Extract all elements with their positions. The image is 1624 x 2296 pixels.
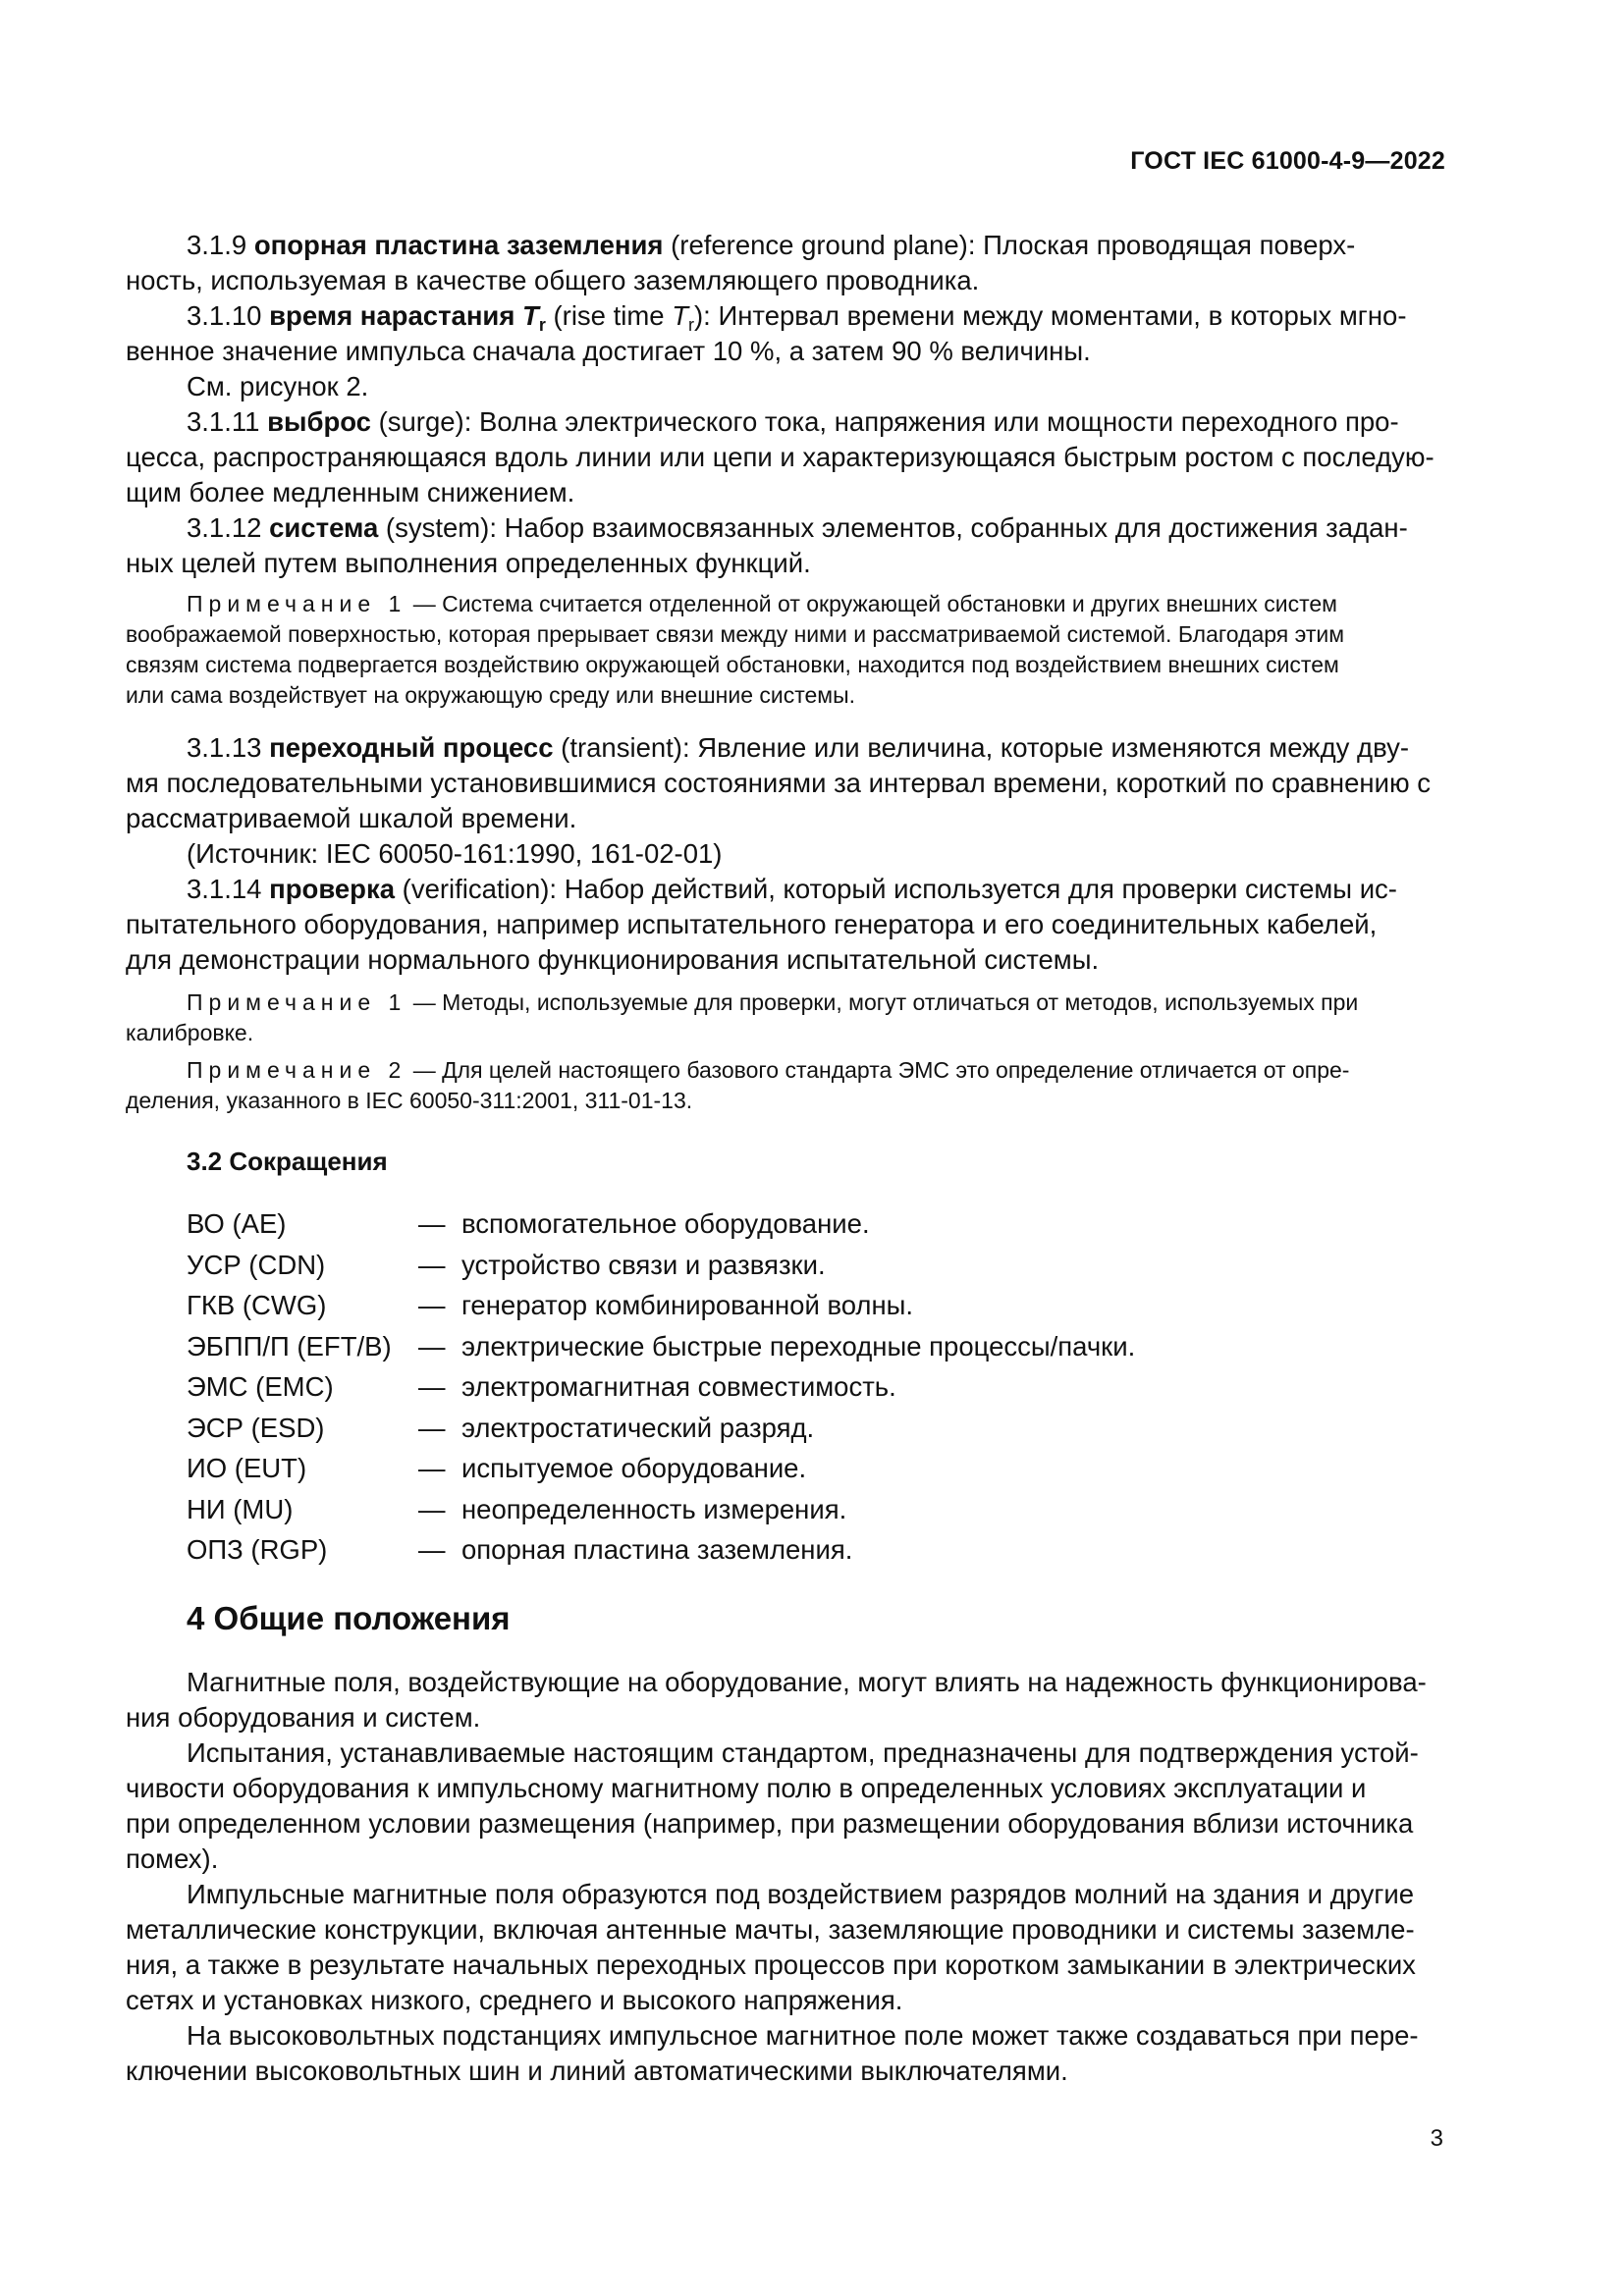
abbreviation-row	[187, 1326, 1135, 1367]
definition-text: (reference ground plane): Плоская проводящая поверх-	[663, 230, 1356, 260]
term-symbol: T	[522, 300, 539, 331]
abbreviation-row	[187, 1285, 1135, 1326]
note-text: — Методы, используемые для проверки, могут отличаться от методов, используемых при	[406, 989, 1359, 1015]
note-system	[187, 589, 1337, 619]
definition-text: (system): Набор взаимосвязанных элементов, собранных для достижения задан-	[378, 512, 1408, 543]
definition-continuation: пытательного оборудования, например испытательного генератора и его соединительных кабелей,	[126, 909, 1378, 939]
definition-term: система	[269, 512, 379, 543]
definition-number: 3.1.12	[187, 512, 262, 543]
paragraph-line: ния, а также в результате начальных переходных процессов при коротком замыкании в электрических	[126, 1949, 1416, 1980]
abbreviation-desc: электромагнитная совместимость.	[461, 1371, 896, 1402]
paragraph-line: Испытания, устанавливаемые настоящим стандартом, предназначены для подтверждения устой-	[187, 1737, 1419, 1768]
abbreviation-code: УСР (CDN)	[187, 1249, 326, 1280]
note-text: — Система считается отделенной от окружающей обстановки и других внешних систем	[406, 591, 1337, 616]
definition-term: опорная пластина заземления	[253, 230, 664, 260]
abbreviation-code: ЭСР (ESD)	[187, 1412, 325, 1443]
abbreviation-desc: вспомогательное оборудование.	[461, 1208, 870, 1239]
dash: —	[418, 1249, 446, 1280]
paragraph-line: металлические конструкции, включая антенные мачты, заземляющие проводники и системы заземле-	[126, 1914, 1415, 1945]
note-continuation: связям система подвергается воздействию окружающей обстановки, находится под воздействием внешних систем	[126, 652, 1339, 677]
rest-subscript: r	[688, 315, 695, 335]
note-text: — Для целей настоящего базового стандарта ЭМС это определение отличается от опре-	[406, 1057, 1350, 1083]
note-verification-2	[187, 1055, 1349, 1086]
abbreviation-row	[187, 1529, 1135, 1571]
dash: —	[418, 1290, 446, 1320]
abbreviation-row	[187, 1366, 1135, 1408]
paragraph-line: чивости оборудования к импульсному магнитному полю в определенных условиях эксплуатации и	[126, 1773, 1367, 1803]
abbreviation-row	[187, 1489, 1135, 1530]
note-continuation: воображаемой поверхностью, которая прерывает связи между ними и рассматриваемой системой. Благодаря этим	[126, 621, 1345, 647]
definition-continuation: цесса, распространяющаяся вдоль линии или цепи и характеризующаяся быстрым ростом с последую-	[126, 442, 1435, 472]
definition-continuation: щим более медленным снижением.	[126, 477, 575, 507]
abbreviation-desc: испытуемое оборудование.	[461, 1453, 807, 1483]
paragraph-line: ния оборудования и систем.	[126, 1702, 481, 1733]
definition-text-a: (rise time	[545, 300, 673, 331]
section-3-2-title: 3.2 Сокращения	[187, 1147, 388, 1176]
note-label: Примечание 1	[187, 989, 407, 1015]
abbreviation-desc: электростатический разряд.	[461, 1412, 815, 1443]
definition-number: 3.1.11	[187, 406, 260, 437]
definition-number: 3.1.10	[187, 300, 262, 331]
abbreviation-desc: электрические быстрые переходные процессы/пачки.	[461, 1330, 1136, 1362]
abbreviation-list	[187, 1203, 1135, 1571]
dash: —	[418, 1534, 446, 1565]
page-number: 3	[1430, 2125, 1443, 2152]
dash: —	[418, 1208, 446, 1239]
note-continuation: деления, указанного в IEC 60050-311:2001, 311-01-13.	[126, 1088, 693, 1113]
note-label: Примечание 1	[187, 591, 407, 616]
definition-3-1-11	[187, 404, 1399, 440]
document-header: ГОСТ IEC 61000-4-9—2022	[1130, 147, 1445, 175]
abbreviation-code: ГКВ (CWG)	[187, 1290, 327, 1320]
rest-symbol: T	[672, 300, 689, 331]
paragraph-line: при определенном условии размещения (например, при размещении оборудования вблизи источника	[126, 1808, 1414, 1839]
definition-continuation: мя последовательными установившимися состояниями за интервал времени, короткий по сравнению с	[126, 768, 1431, 798]
note-label: Примечание 2	[187, 1057, 407, 1083]
definition-term: переходный процесс	[269, 732, 554, 763]
definition-number: 3.1.14	[187, 874, 262, 904]
abbreviation-row	[187, 1203, 1135, 1245]
definition-3-1-14	[187, 872, 1397, 907]
abbreviation-code: ЭБПП/П (EFT/B)	[187, 1330, 392, 1362]
abbreviation-row	[187, 1448, 1135, 1489]
section-4-title: 4 Общие положения	[187, 1600, 511, 1636]
abbreviation-desc: устройство связи и развязки.	[461, 1249, 826, 1280]
paragraph-line: сетях и установках низкого, среднего и высокого напряжения.	[126, 1985, 903, 2015]
term-subscript: r	[538, 315, 546, 335]
definition-source: (Источник: IEC 60050-161:1990, 161-02-01)	[187, 838, 723, 869]
abbreviation-code: НИ (MU)	[187, 1493, 294, 1524]
dash: —	[418, 1412, 446, 1443]
note-continuation: калибровке.	[126, 1020, 254, 1045]
note-verification-1	[187, 988, 1358, 1018]
definition-3-1-9	[187, 228, 1443, 263]
definition-text-b: ): Интервал времени между моментами, в которых мгно-	[694, 300, 1407, 331]
definition-term: выброс	[267, 406, 371, 437]
definition-continuation: венное значение импульса сначала достигает 10 %, а затем 90 % величины.	[126, 336, 1091, 366]
abbreviation-code: ИО (EUT)	[187, 1453, 307, 1483]
definition-continuation: для демонстрации нормального функционирования испытательной системы.	[126, 944, 1100, 975]
see-figure: См. рисунок 2.	[187, 371, 369, 401]
definition-term: проверка	[269, 874, 396, 904]
definition-3-1-12	[187, 510, 1408, 546]
definition-term: время нарастания	[269, 300, 523, 331]
paragraph-line: Импульсные магнитные поля образуются под воздействием разрядов молний на здания и другие	[187, 1879, 1415, 1909]
abbreviation-code: ОПЗ (RGP)	[187, 1534, 328, 1565]
abbreviation-row	[187, 1245, 1135, 1286]
definition-number: 3.1.13	[187, 732, 262, 763]
dash: —	[418, 1371, 446, 1402]
paragraph-line: ключении высоковольтных шин и линий автоматическими выключателями.	[126, 2056, 1068, 2086]
abbreviation-code: ВО (AE)	[187, 1208, 287, 1239]
paragraph-line: помех).	[126, 1843, 219, 1874]
paragraph-line: Магнитные поля, воздействующие на оборудование, могут влиять на надежность функционирова-	[187, 1667, 1427, 1697]
paragraph-line: На высоковольтных подстанциях импульсное магнитное поле может также создаваться при пере-	[187, 2020, 1419, 2051]
definition-number: 3.1.9	[187, 230, 247, 260]
definition-continuation: ность, используемая в качестве общего заземляющего проводника.	[126, 265, 980, 295]
abbreviation-code: ЭМС (EMC)	[187, 1371, 334, 1402]
abbreviation-desc: неопределенность измерения.	[461, 1493, 847, 1524]
dash: —	[418, 1453, 446, 1483]
abbreviation-desc: опорная пластина заземления.	[461, 1534, 853, 1565]
definition-3-1-13	[187, 730, 1409, 766]
dash: —	[418, 1330, 446, 1362]
definition-continuation: рассматриваемой шкалой времени.	[126, 803, 577, 833]
abbreviation-row	[187, 1408, 1135, 1449]
definition-continuation: ных целей путем выполнения определенных функций.	[126, 548, 811, 578]
abbreviation-desc: генератор комбинированной волны.	[461, 1290, 914, 1320]
definition-text: (surge): Волна электрического тока, напряжения или мощности переходного про-	[370, 406, 1399, 437]
definition-text: (transient): Явление или величина, которые изменяются между дву-	[553, 732, 1409, 763]
definition-text: (verification): Набор действий, который используется для проверки системы ис-	[395, 874, 1397, 904]
dash: —	[418, 1493, 446, 1524]
note-continuation: или сама воздействует на окружающую среду или внешние системы.	[126, 682, 856, 708]
